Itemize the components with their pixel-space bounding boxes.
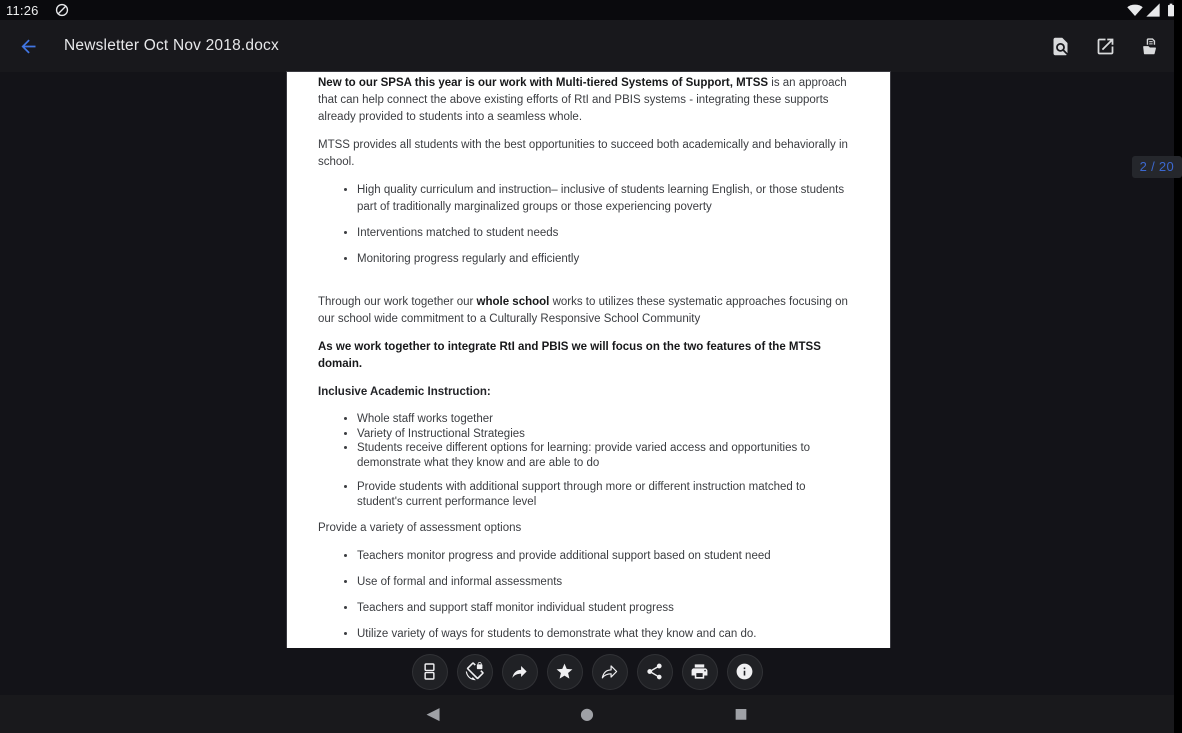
doc-bullet-item: • Monitoring progress regularly and efficiently (357, 251, 854, 268)
doc-bullet-list (318, 548, 854, 643)
star-button[interactable] (547, 654, 583, 690)
doc-bullet-item: • Teachers monitor progress and provide additional support based on student need (357, 548, 854, 565)
back-button[interactable] (8, 26, 48, 66)
rotation-lock-button[interactable] (457, 654, 493, 690)
info-button[interactable] (727, 654, 763, 690)
share-button[interactable] (637, 654, 673, 690)
doc-bullet-item: • Teachers and support staff monitor individual student progress (357, 600, 854, 617)
doc-paragraph: New to our SPSA this year is our work with Multi-tiered Systems of Support, MTSS is an approach that can help connect the above existing efforts of RtI and PBIS systems - integrating these supports already provided to students into a seamless whole. (318, 77, 847, 123)
document-title: Newsletter Oct Nov 2018.docx (64, 37, 279, 54)
nav-back-icon: ◀ (426, 703, 440, 724)
app-bar (0, 20, 1174, 72)
cell-signal-icon (1145, 2, 1161, 18)
document-viewport (0, 72, 1174, 648)
nav-recents-button[interactable] (733, 707, 750, 721)
forward-icon (510, 662, 529, 681)
print-action-button[interactable] (682, 654, 718, 690)
status-bar (0, 0, 1174, 20)
doc-bullet-item: • Utilize variety of ways for students to demonstrate what they know and can do. (357, 626, 854, 643)
data-saver-icon (54, 2, 70, 18)
nav-recents-icon: ■ (734, 706, 748, 722)
nav-home-button[interactable] (579, 706, 596, 722)
doc-bullet-item: • High quality curriculum and instruction– inclusive of students learning English, or those students part of traditionally marginalized groups or those experiencing poverty (357, 182, 854, 216)
doc-bullet-item: • Whole staff works together (357, 412, 854, 427)
nav-home-icon: ● (580, 704, 594, 723)
bottom-toolbar (0, 648, 1174, 695)
send-copy-icon (600, 662, 619, 681)
send-copy-button[interactable] (592, 654, 628, 690)
nav-back-button[interactable] (425, 703, 442, 724)
share-icon (645, 662, 664, 681)
doc-heading: Inclusive Academic Instruction: (318, 386, 491, 398)
print-icon (1140, 36, 1161, 57)
wifi-icon (1127, 2, 1143, 18)
info-icon (735, 662, 754, 681)
print-button[interactable] (1139, 35, 1161, 57)
doc-bullet-item: • Variety of Instructional Strategies (357, 427, 854, 442)
clock: 11:26 (6, 2, 39, 18)
open-in-new-button[interactable] (1094, 35, 1116, 57)
doc-paragraph: Provide a variety of assessment options (318, 522, 522, 534)
forward-button[interactable] (502, 654, 538, 690)
paginated-view-icon (420, 662, 439, 681)
rotation-lock-icon (465, 662, 484, 681)
open-in-new-icon (1095, 36, 1116, 57)
doc-bullet-list (318, 412, 854, 470)
battery-icon (1163, 2, 1179, 18)
doc-bullet-item: • Provide students with additional support through more or different instruction matched to student's current performance level (357, 480, 854, 509)
doc-paragraph: As we work together to integrate RtI and PBIS we will focus on the two features of the MTSS domain. (318, 341, 821, 370)
page-indicator: 2 / 20 (1132, 156, 1182, 178)
document-content (318, 75, 854, 671)
paginated-view-button[interactable] (412, 654, 448, 690)
doc-paragraph: MTSS provides all students with the best opportunities to succeed both academically and behaviorally in school. (318, 139, 848, 168)
doc-bullet-item: • Interventions matched to student needs (357, 225, 854, 242)
star-icon (555, 662, 574, 681)
document-page[interactable] (287, 72, 890, 648)
android-nav-bar (0, 695, 1174, 733)
doc-bullet-list (318, 480, 854, 509)
doc-bullet-item: • Students receive different options for learning: provide varied access and opportunities to demonstrate what they know and are able to do (357, 441, 854, 470)
arrow-back-icon (18, 36, 39, 57)
doc-paragraph: Through our work together our whole school works to utilizes these systematic approaches focusing on our school wide commitment to a Culturally Responsive School Community (318, 296, 848, 325)
doc-bullet-list (318, 182, 854, 268)
find-in-page-button[interactable] (1049, 35, 1071, 57)
find-in-page-icon (1050, 36, 1071, 57)
doc-bullet-item: • Use of formal and informal assessments (357, 574, 854, 591)
printer-icon (690, 662, 709, 681)
